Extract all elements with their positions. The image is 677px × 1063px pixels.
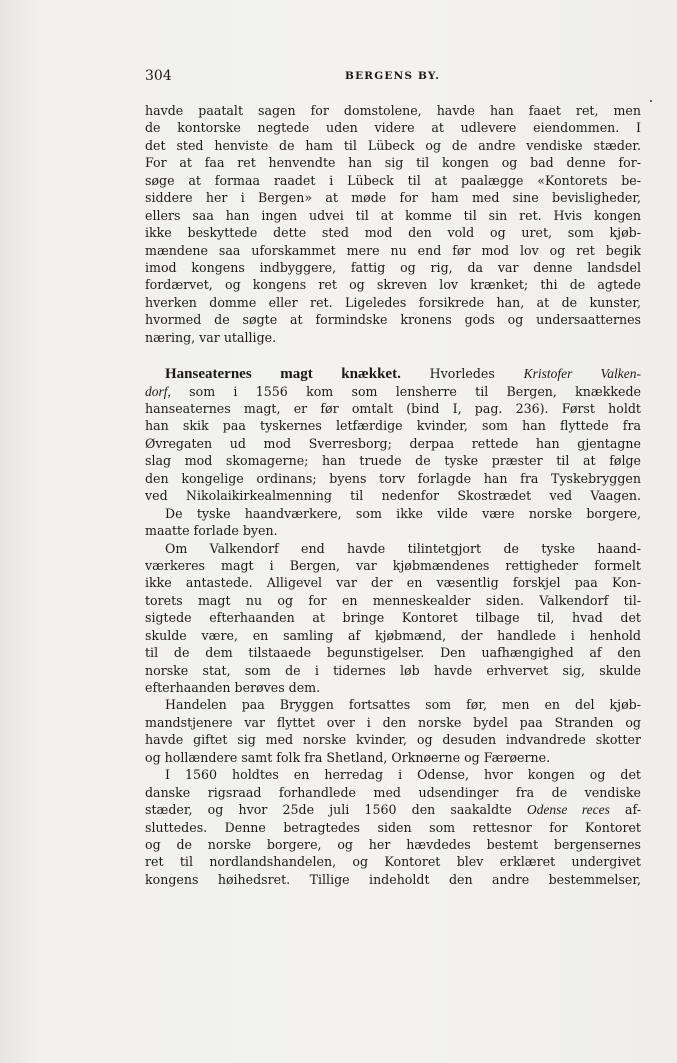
text-line: torets magt nu og for en menneskealder siden. Valkendorf til-: [145, 592, 641, 608]
text-line: til de dem tilstaaede begunstigelser. Den uafhængighed af den: [145, 645, 641, 661]
text-line: Øvregaten ud mod Sverresborg; derpaa rettede han gjentagne: [145, 435, 641, 451]
text-line: slag mod skomagerne; han truede de tyske præster til at følge: [145, 453, 641, 469]
text-line: sigtede efterhaanden at bringe Kontoret tilbage til, hvad det: [145, 610, 641, 626]
text-line: søge at formaa raadet i Lübeck til at paalægge «Kontorets be-: [145, 172, 641, 188]
text-run: som i 1556 kom som lensherre til Bergen, knækkede: [170, 383, 641, 399]
page-number: 304: [145, 68, 172, 84]
body-text: [145, 102, 641, 888]
text-run: stæder, og hvor 25de juli 1560 den saakaldte: [145, 802, 527, 818]
text-line: [145, 801, 641, 818]
text-line: og de norske borgere, og her hævdedes bestemt bergensernes: [145, 836, 641, 852]
text-line: skulde være, en samling af kjøbmænd, der handlede i henhold: [145, 627, 641, 643]
italic-name: dorf,: [145, 383, 171, 399]
text-line: ellers saa han ingen udvei til at komme til sin ret. Hvis kongen: [145, 207, 641, 223]
text-line: og hollændere samt folk fra Shetland, Orknøerne og Færøerne.: [145, 749, 551, 765]
text-line: havde paatalt sagen for domstolene, havde han faaet ret, men: [145, 103, 641, 118]
text-line: Handelen paa Bryggen fortsattes som før, men en del kjøb-: [165, 697, 641, 713]
text-line: ret til nordlandshandelen, og Kontoret blev erklæret undergivet: [145, 854, 641, 870]
paragraph-3: [145, 540, 641, 697]
paragraph-1: [145, 102, 641, 346]
text-line: værkeres magt i Bergen, var kjøbmændenes rettigheder formelt: [145, 557, 641, 573]
text-line: ved Nikolaikirkealmenning til nedenfor Skostrædet ved Vaagen.: [145, 488, 641, 504]
text-line: mandstjenere var flyttet over i den norske bydel paa Stranden og: [145, 714, 641, 730]
text-line: den kongelige ordinans; byens torv forlagde han fra Tyskebryggen: [145, 470, 641, 486]
text-line: han skik paa tyskernes letfærdige kvinder, som han flyttede fra: [145, 418, 641, 434]
text-line: det sted henviste de ham til Lübeck og de andre vendiske stæder.: [145, 137, 641, 153]
text-line: maatte forlade byen.: [145, 523, 278, 539]
text-run: af-: [609, 802, 641, 818]
text-line: [145, 383, 641, 400]
text-line: Om Valkendorf end havde tilintetgjort de tyske haand-: [165, 540, 641, 556]
text-line: hanseaternes magt, er før omtalt (bind I, pag. 236). Først holdt: [145, 401, 641, 416]
text-line: efterhaanden berøves dem.: [145, 680, 321, 695]
text-run: Hvorledes: [400, 366, 524, 382]
running-head: BERGENS BY.: [345, 70, 441, 82]
text-line: havde giftet sig med norske kvinder, og desuden indvandrede skotter: [145, 732, 641, 748]
text-line: fordærvet, og kongens ret og skreven lov krænket; thi de agtede: [145, 277, 641, 293]
text-line: De tyske haandværkere, som ikke vilde være norske borgere,: [165, 505, 641, 521]
text-line: danske rigsraad forhandlede med udsendinger fra de vendiske: [145, 784, 641, 800]
paragraph-2: [145, 505, 641, 540]
text-line: siddere her i Bergen» at møde for ham med sine bevisligheder,: [145, 190, 641, 206]
paragraph-5: [145, 766, 641, 888]
section-hanseaternes: [145, 365, 641, 505]
text-line: norske stat, som de i tidernes løb havde erhvervet sig, skulde: [145, 662, 641, 678]
text-line: ikke beskyttede dette sted mod den vold og uret, som kjøb-: [145, 225, 641, 241]
text-line: de kontorske negtede uden videre at udlevere eiendommen. I: [145, 120, 641, 136]
page-header: [145, 68, 637, 88]
text-line: [145, 365, 641, 382]
text-line: I 1560 holdtes en herredag i Odense, hvor kongen og det: [165, 767, 641, 783]
text-line: For at faa ret henvendte han sig til kongen og bad denne for-: [145, 155, 641, 171]
text-line: hvormed de søgte at formindske kronens gods og undersaatternes: [145, 312, 641, 328]
speck-mark: [650, 100, 652, 102]
section-heading: Hanseaternes magt knækket.: [165, 366, 401, 383]
text-line: kongens høihedsret. Tillige indeholdt den andre bestemmelser,: [145, 871, 641, 887]
text-line: hverken domme eller ret. Ligeledes forsikrede han, at de kunster,: [145, 294, 641, 310]
text-line: imod kongens indbyggere, fattig og rig, da var denne landsdel: [145, 259, 641, 275]
text-line: ikke antastede. Alligevel var der en væsentlig forskjel paa Kon-: [145, 575, 641, 591]
text-line: næring, var utallige.: [145, 329, 277, 345]
text-line: sluttedes. Denne betragtedes siden som rettesnor for Kontoret: [145, 819, 641, 835]
paragraph-gap: [145, 346, 641, 365]
italic-name: Kristofer Valken-: [523, 366, 641, 382]
paragraph-4: [145, 696, 641, 766]
italic-term: Odense reces: [526, 802, 610, 818]
text-line: mændene saa uforskammet mere nu end før mod lov og ret begik: [145, 242, 641, 258]
